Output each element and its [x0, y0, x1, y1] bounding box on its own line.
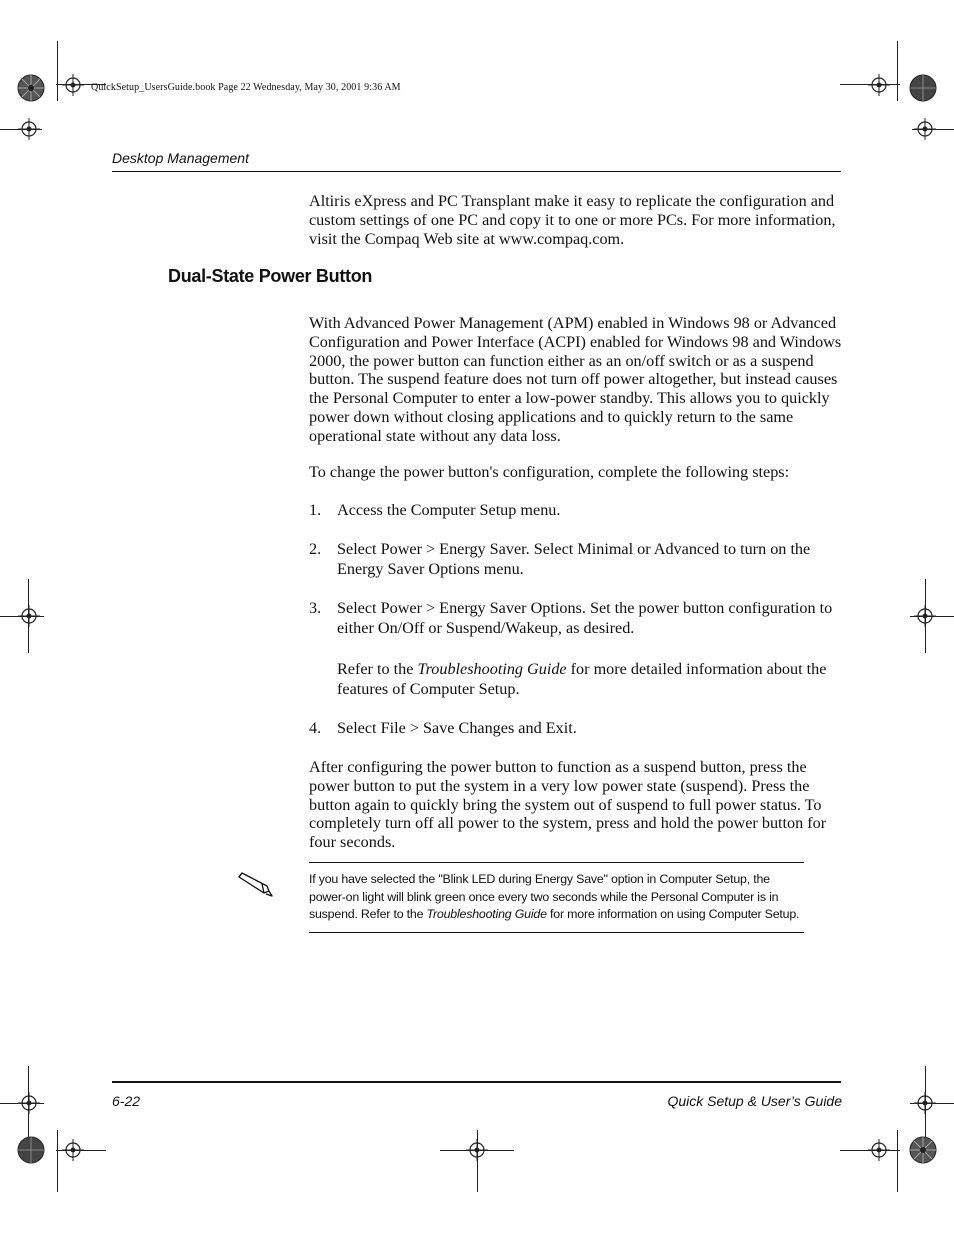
reference-text-before: Refer to the	[337, 660, 418, 678]
registration-mark-icon	[18, 118, 40, 140]
step-text: Select Power > Energy Saver. Select Minimal or Advanced to turn on the Energy Saver Options menu.	[337, 540, 811, 579]
step-text: Select Power > Energy Saver Options. Set the power button configuration to either On/Off or Suspend/Wakeup, as desired.	[337, 599, 833, 638]
apm-text: With Advanced Power Management (APM) enabled in Windows 98 or Advanced Configuration and Power Interface (ACPI) enabled for Windows 98 and Windows 2000, the power button can function either as an on/off switch or as a suspend button. The suspend feature does not turn off power altogether, but instead causes the Personal Computer to enter a low-power standby. This allows you to quickly power down without closing applications and to quickly return to the same operational state without any data loss.	[309, 314, 842, 445]
note-top-rule	[309, 862, 804, 863]
steps-intro-text: To change the power button's configuration, complete the following steps:	[309, 463, 790, 481]
registration-mark-icon	[18, 605, 40, 627]
color-rosette-icon	[17, 74, 45, 102]
header-rule	[112, 171, 841, 172]
step-number: 4.	[309, 719, 322, 737]
pencil-icon	[236, 872, 274, 898]
registration-mark-icon	[18, 1092, 40, 1114]
troubleshooting-guide-reference: Troubleshooting Guide	[417, 660, 567, 678]
reference-text-after: for more detailed information about the features of Computer Setup.	[337, 660, 827, 699]
after-paragraph	[309, 758, 844, 852]
note-bottom-rule	[309, 932, 804, 933]
print-slug-line: QuickSetup_UsersGuide.book Page 22 Wednesday, May 30, 2001 9:36 AM	[91, 82, 401, 93]
registration-mark-icon	[466, 1139, 488, 1161]
running-head: Desktop Management	[112, 150, 249, 166]
page-number: 6-22	[112, 1093, 141, 1109]
note-text-before: If you have selected the "Blink LED during Energy Save" option in Computer Setup, the power-on light will blink green once every two seconds while the Personal Computer is in suspend. Refer to the	[309, 872, 779, 921]
apm-paragraph	[309, 314, 844, 446]
steps-intro-paragraph	[309, 463, 844, 482]
note-text	[309, 871, 809, 924]
registration-mark-icon	[868, 74, 890, 96]
book-title: Quick Setup & User’s Guide	[667, 1093, 842, 1109]
note-text-after: for more information on using Computer Setup.	[546, 907, 800, 921]
registration-mark-icon	[914, 118, 936, 140]
color-rosette-icon	[909, 74, 937, 102]
step-number: 1.	[309, 501, 322, 519]
color-rosette-icon	[17, 1136, 45, 1164]
note-guide-reference: Troubleshooting Guide	[426, 907, 547, 921]
registration-mark-icon	[914, 1092, 936, 1114]
registration-mark-icon	[62, 1139, 84, 1161]
registration-mark-icon	[914, 605, 936, 627]
step-text: Access the Computer Setup menu.	[337, 501, 561, 519]
intro-paragraph	[309, 192, 844, 248]
step-text: Select File > Save Changes and Exit.	[337, 719, 577, 737]
intro-text: Altiris eXpress and PC Transplant make it easy to replicate the configuration and custom settings of one PC and copy it to one or more PCs. For more information, visit the Compaq Web site at www.compaq.com.	[309, 192, 836, 248]
footer-rule	[112, 1081, 841, 1083]
step-3-reference-text	[337, 659, 844, 700]
step-number: 3.	[309, 599, 322, 617]
color-rosette-icon	[909, 1136, 937, 1164]
registration-mark-icon	[62, 74, 84, 96]
after-text: After configuring the power button to function as a suspend button, press the power button to put the system in a very low power state (suspend). Press the button again to quickly bring the system out of suspend to full power status. To completely turn off all power to the system, press and hold the power button for four seconds.	[309, 758, 827, 852]
section-title: Dual-State Power Button	[168, 266, 373, 286]
registration-mark-icon	[868, 1139, 890, 1161]
step-number: 2.	[309, 540, 322, 558]
